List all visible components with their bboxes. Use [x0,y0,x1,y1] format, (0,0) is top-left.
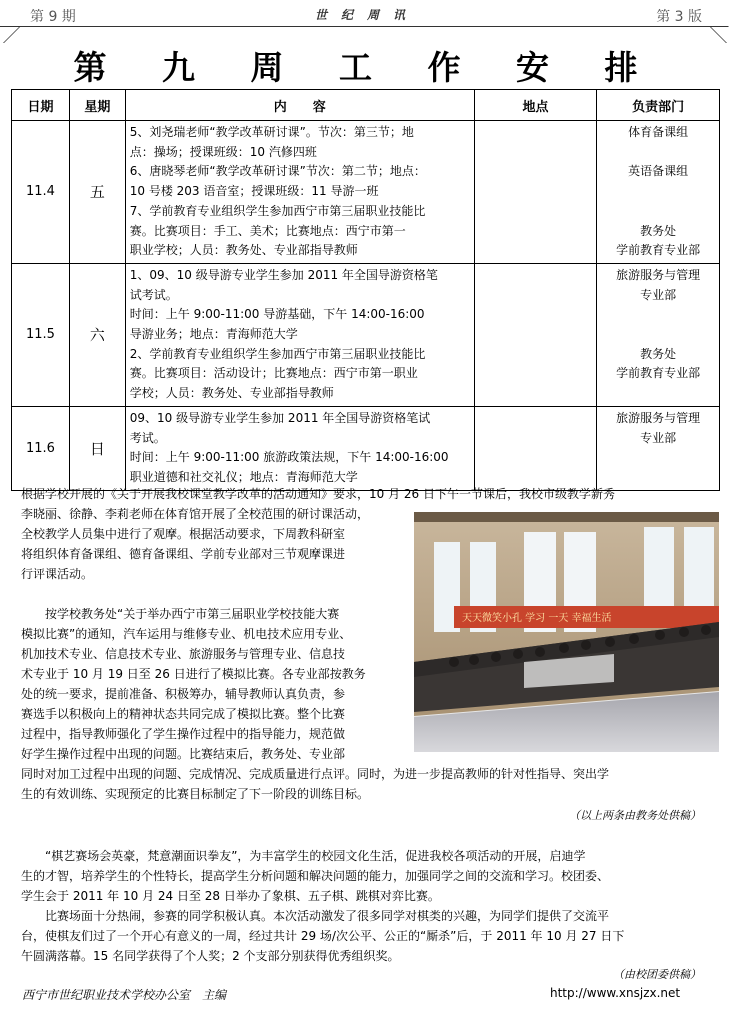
dept-line [597,182,719,202]
content-line: 6、唐晓琴老师“教学改革研讨课”节次：第二节；地点： [129,164,426,179]
dept-line: 教务处 [640,223,677,238]
article-line: 比赛场面十分热闹，参赛的同学积极认真。本次活动激发了很多同学对棋类的兴趣，为同学们提供了交流平 [21,909,610,923]
article-line: 处的统一要求，提前准备、积极筹办，辅导教师认真负责，参 [21,687,346,701]
dept-line: 体育备课组 [628,125,689,139]
banner-text: 天天微笑小孔 学习 一天 幸福生活 [462,613,612,624]
row-content [125,263,474,406]
issue-number: 第 9 期 [30,9,76,25]
content-line: 5、刘尧瑞老师“教学改革研讨课”。节次：第三节；地 [129,125,414,139]
table-row [12,121,720,264]
content-line: 职业学校；人员：教务处、专业部指导教师 [129,243,358,258]
content-line: 职业道德和社交礼仪；地点：青海师范大学 [129,469,358,484]
content-line: 时间：上午 9:00-11:00 旅游政策法规，下午 14:00-16:00 [129,450,449,465]
article-credit: （以上两条由教务处供稿） [569,809,701,822]
content-line: 赛。比赛项目：手工、美术；比赛地点：西宁市第一 [129,223,406,238]
article-line: 机加技术专业、信息技术专业、旅游服务与管理专业、信息技 [21,647,346,661]
row-weekday: 六 [69,263,125,406]
content-line: 1、09、10 级导游专业学生参加 2011 年全国导游资格笔 [129,267,438,282]
content-line: 考试。 [129,430,166,445]
article-credit: （由校团委供稿） [613,968,701,981]
article-skills-contest [21,604,713,804]
content-line: 导游业务；地点：青海师范大学 [129,327,298,342]
article-line: 赛选手以积极向上的精神状态共同完成了模拟比赛。整个比赛 [21,707,346,721]
row-location [474,121,597,264]
content-line: 7、学前教育专业组织学生参加西宁市第三届职业技能比 [129,203,426,218]
dept-line: 旅游服务与管理 [616,410,701,425]
content-line: 试考试。 [129,287,178,302]
row-date: 11.5 [12,263,70,406]
article-line: 午圆满落幕。15 名同学获得了个人奖；2 个支部分别获得优秀组织奖。 [21,949,400,963]
newspaper-name: 世纪周讯 [314,8,419,22]
table-row [12,263,720,406]
dept-line [597,325,719,345]
dept-line [597,143,719,163]
row-department [597,121,720,264]
dept-line: 英语备课组 [628,164,689,179]
content-line: 时间：上午 9:00-11:00 导游基础，下午 14:00-16:00 [129,307,425,322]
header-date: 日期 [12,90,70,121]
dept-line [597,305,719,325]
article-line: 学生会于 2011 年 10 月 24 日至 28 日举办了象棋、五子棋、跳棋对弈比赛。 [21,889,440,903]
content-line: 学校；人员：教务处、专业部指导教师 [129,386,334,401]
article-chess-contest [21,846,713,966]
page-header [22,4,712,26]
dept-line: 学前教育专业部 [616,243,701,258]
article-line: 术专业于 10 月 19 日至 26 日进行了模拟比赛。各专业部按教务 [21,667,366,681]
header-department: 负责部门 [597,90,720,121]
header-content: 内 容 [125,90,474,121]
row-weekday: 日 [69,406,125,490]
article-line: 过程中，指导教师强化了学生操作过程中的指导能力，规范做 [21,727,346,741]
article-line: 生的才智，培养学生的个性特长，提高学生分析问题和解决问题的能力，加强同学之间的交流和学习。校团委、 [21,869,610,883]
content-line: 赛。比赛项目：活动设计；比赛地点：西宁市第一职业 [129,366,418,381]
row-location [474,263,597,406]
dept-line: 学前教育专业部 [616,366,701,381]
content-line: 点：操场；授课班级：10 汽修四班 [129,144,317,159]
header-weekday: 星期 [69,90,125,121]
article-line: “棋艺赛场会英豪，梵意潮面识拳友”，为丰富学生的校园文化生活，促进我校各项活动的开展，启迪学 [21,849,586,863]
article-line: 好学生操作过程中出现的问题。比赛结束后，教务处、专业部 [21,747,346,761]
article-line: 按学校教务处“关于举办西宁市第三届职业学校技能大赛 [21,607,340,621]
article-line: 全校教学人员集中进行了观摩。根据活动要求，下周教科研室 [21,527,346,541]
header-corner-right [709,26,733,43]
editor-office: 西宁市世纪职业技术学校办公室 主编 [22,988,227,1002]
header-location: 地点 [474,90,597,121]
table-row [12,406,720,490]
content-line: 09、10 级导游专业学生参加 2011 年全国导游资格笔试 [129,410,431,425]
dept-line: 专业部 [640,430,677,445]
dept-line: 教务处 [640,346,677,361]
header-corner-left [0,26,21,43]
row-date: 11.4 [12,121,70,264]
dept-line [597,202,719,222]
schedule-table [11,89,720,491]
row-department [597,406,720,490]
content-line: 10 号楼 203 语音室；授课班级：11 导游一班 [129,184,379,199]
article-line: 台，使棋友们过了一个开心有意义的一周，经过共计 29 场/次公平、公正的“厮杀”后，于 2011 年 10 月 27 日下 [21,929,625,943]
table-header-row [12,90,720,121]
page-title: 第 九 周 工 作 安 排 [73,48,660,87]
row-date: 11.6 [12,406,70,490]
row-department [597,263,720,406]
row-location [474,406,597,490]
row-weekday: 五 [69,121,125,264]
article-line: 模拟比赛”的通知，汽车运用与维修专业、机电技术应用专业、 [21,627,352,641]
article-line: 行评课活动。 [21,567,94,581]
article-line: 生的有效训练、实现预定的比赛目标制定了下一阶段的训练目标。 [21,787,370,801]
article-line: 同时对加工过程中出现的问题、完成情况、完成质量进行点评。同时，为进一步提高教师的针对性指导、突出学 [21,767,610,781]
row-content [125,121,474,264]
dept-line: 旅游服务与管理 [616,267,701,282]
content-line: 2、学前教育专业组织学生参加西宁市第三届职业技能比 [129,346,426,361]
website-url: http://www.xnsjzx.net [550,986,681,1000]
article-line: 李晓丽、徐静、李莉老师在体育馆开展了全校范围的研讨课活动， [21,507,370,521]
page-number: 第 3 版 [656,9,702,25]
row-content [125,406,474,490]
article-line: 根据学校开展的《关于开展我校课堂教学改革的活动通知》要求，10 月 26 日下午一节课后，我校市级教学新秀 [21,487,615,501]
header-rule [20,26,711,27]
dept-line: 专业部 [640,287,677,302]
article-line: 将组织体育备课组、德育备课组、学前专业部对三节观摩课进 [21,547,346,561]
